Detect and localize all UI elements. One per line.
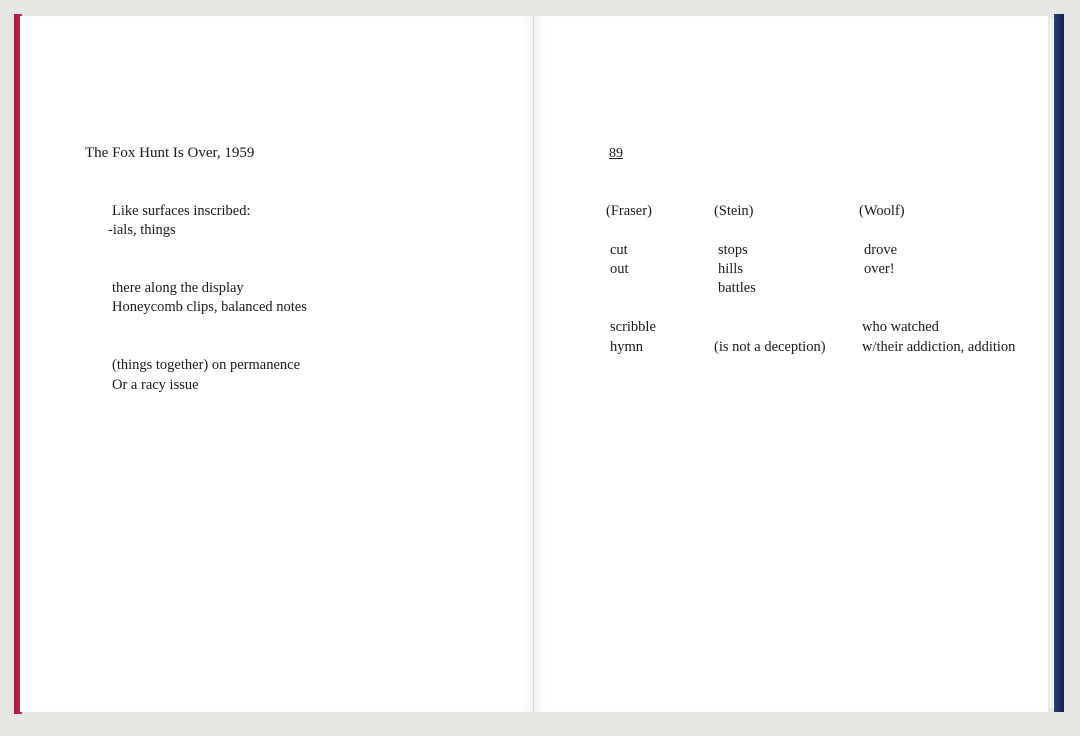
column-word: hills [718,261,743,277]
column-word: stops [718,242,748,258]
column-word: hymn [610,339,644,355]
right-cover-edge [1054,14,1064,712]
poem-line: Like surfaces inscribed: [112,203,251,219]
page-number: 89 [609,146,623,161]
poem-line: there along the display [112,280,244,296]
column-word: who watched [862,319,939,335]
column-word: w/their addiction, addition [862,339,1016,355]
column-word: drove [864,242,898,258]
column-header-fraser: (Fraser) [606,203,652,219]
poem-title: The Fox Hunt Is Over, 1959 [85,145,255,161]
left-page [20,16,534,712]
poem-line: Or a racy issue [112,377,199,393]
column-word: (is not a deception) [714,339,826,355]
column-header-stein: (Stein) [714,203,754,219]
column-word: out [610,261,629,277]
poem-line: -ials, things [108,222,176,238]
right-page [534,16,1048,712]
column-word: over! [864,261,895,277]
book-spread [14,14,1064,714]
column-word: battles [718,280,756,296]
column-word: scribble [610,319,656,335]
poem-line: Honeycomb clips, balanced notes [112,299,307,315]
column-word: cut [610,242,628,258]
poem-line: (things together) on permanence [112,357,301,373]
column-header-woolf: (Woolf) [859,203,905,219]
